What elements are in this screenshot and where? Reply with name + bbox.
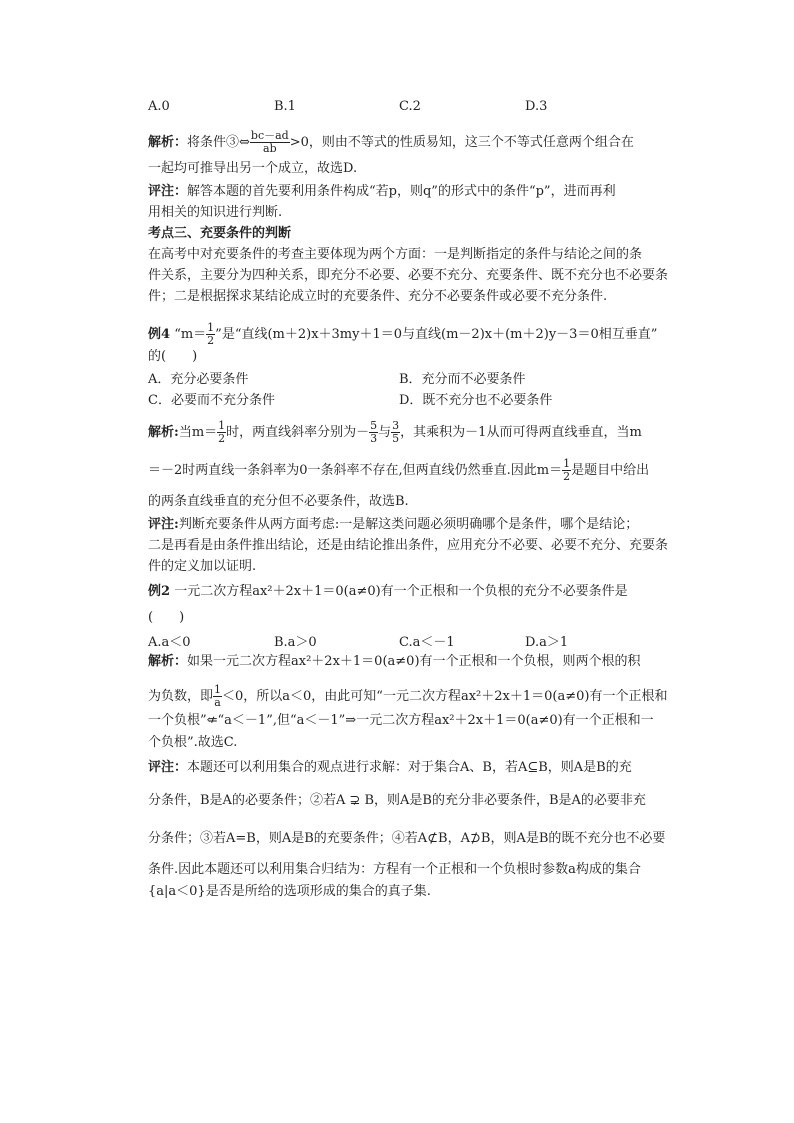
option-c: C.2 xyxy=(399,99,421,114)
example-2-line2: ( ) xyxy=(148,610,185,625)
solution-1-line1: 解析：将条件③⇔ $\frac{bc-ad}{ab}$ >0，则由不等式的性质易知，这三个不等式任意两个组合在 xyxy=(148,129,634,155)
fraction: $\frac{bc-ad}{ab}$ xyxy=(250,129,289,155)
solution-4-line2: ＝－2时两直线一条斜率为0一条斜率不存在,但两直线仍然垂直.因此m＝ $\frac{1}{2}$ 是题目中给出 xyxy=(148,457,650,483)
solution-2-line4: 个负根”.故选C. xyxy=(148,735,238,750)
note-4-line1: 评注:判断充要条件从两方面考虑:一是解这类问题必须明确哪个是条件，哪个是结论； xyxy=(148,517,639,532)
intro-line2: 件关系，主要分为四种关系，即充分不必要、必要不充分、充要条件、既不充分也不必要条 xyxy=(148,268,669,283)
solution-4-line3: 的两条直线垂直的充分但不必要条件，故选B. xyxy=(148,494,409,509)
example-4-line2: 的( ) xyxy=(148,349,198,364)
example-4-option-a: A．充分必要条件 xyxy=(148,372,249,387)
example-2-line1: 例2 一元二次方程ax²＋2x＋1＝0(a≠0)有一个正根和一个负根的充分不必要条件是 xyxy=(148,584,628,599)
option-d: D.3 xyxy=(525,99,548,114)
note-2-line3: 分条件；③若A=B，则A是B的充要条件；④若A⊄B，A⊅B，则A是B的既不充分也不必要 xyxy=(148,831,666,846)
solution-2-line3: 一个负根”⇍“a＜－1”,但“a＜－1”⇒一元二次方程ax²＋2x＋1＝0(a≠0)有一个正根和一 xyxy=(148,713,654,728)
intro-line1: 在高考中对充要条件的考查主要体现为两个方面：一是判断指定的条件与结论之间的条 xyxy=(148,247,643,262)
example-4-option-c: C．必要而不充分条件 xyxy=(148,393,275,408)
note-1-line1: 评注：解答本题的首先要利用条件构成“若p，则q”的形式中的条件“p”，进而再利 xyxy=(148,184,616,199)
fraction: $\frac{1}{2}$ xyxy=(563,457,571,483)
example-4-option-d: D．既不充分也不必要条件 xyxy=(399,393,553,408)
note-2-line1: 评注：本题还可以利用集合的观点进行求解：对于集合A、B，若A⊆B，则A是B的充 xyxy=(148,760,632,775)
example-2-option-a: A.a＜0 xyxy=(148,635,191,650)
fraction: $\frac{1}{2}$ xyxy=(207,321,215,347)
example-2-option-b: B.a＞0 xyxy=(274,635,317,650)
note-2-line2: 分条件，B是A的必要条件；②若A ⊋ B，则A是B的充分非必要条件，B是A的必要非充 xyxy=(148,793,646,808)
note-4-line3: 件的定义加以证明. xyxy=(148,559,257,574)
note-4-line2: 二是再看是由条件推出结论，还是由结论推出条件，应用充分不必要、必要不充分、充要条 xyxy=(148,538,669,553)
fraction: $\frac{1}{a}$ xyxy=(214,683,222,709)
example-4-line1: 例4 “m＝ $\frac{1}{2}$ ”是“直线(m＋2)x＋3my＋1＝0与直线(m－2)x＋(m＋2)y－3＝0相互垂直” xyxy=(148,321,658,347)
solution-4-line1: 解析:当m＝ $\frac{1}{2}$ 时，两直线斜率分别为－ $\frac{5}{3}$ 与 $\frac{3}{5}$ ，其乘积为－1从而可得两直线垂直，当m xyxy=(148,419,642,445)
example-2-option-d: D.a＞1 xyxy=(525,635,569,650)
section-heading: 考点三、充要条件的判断 xyxy=(148,226,292,241)
note-1-line2: 用相关的知识进行判断. xyxy=(148,205,283,220)
option-b: B.1 xyxy=(274,99,296,114)
fraction: $\frac{3}{5}$ xyxy=(392,419,400,445)
fraction: $\frac{1}{2}$ xyxy=(218,419,226,445)
option-a: A.0 xyxy=(148,99,170,114)
example-4-option-b: B．充分而不必要条件 xyxy=(399,372,526,387)
example-2-option-c: C.a＜－1 xyxy=(399,635,455,650)
solution-2-line1: 解析：如果一元二次方程ax²＋2x＋1＝0(a≠0)有一个正根和一个负根，则两个根的积 xyxy=(148,654,641,669)
solution-2-line2: 为负数，即 $\frac{1}{a}$ ＜0，所以a＜0，由此可知“一元二次方程ax²＋2x＋1＝0(a≠0)有一个正根和 xyxy=(148,683,668,709)
note-2-line4: 条件.因此本题还可以利用集合归结为：方程有一个正根和一个负根时参数a构成的集合 xyxy=(148,862,641,877)
note-2-line5: {a|a＜0}是否是所给的选项形成的集合的真子集. xyxy=(148,884,431,899)
intro-line3: 件；二是根据探求某结论成立时的充要条件、充分不必要条件或必要不充分条件. xyxy=(148,289,608,304)
solution-1-line2: 一起均可推导出另一个成立，故选D. xyxy=(148,161,358,176)
fraction: $\frac{5}{3}$ xyxy=(370,419,378,445)
